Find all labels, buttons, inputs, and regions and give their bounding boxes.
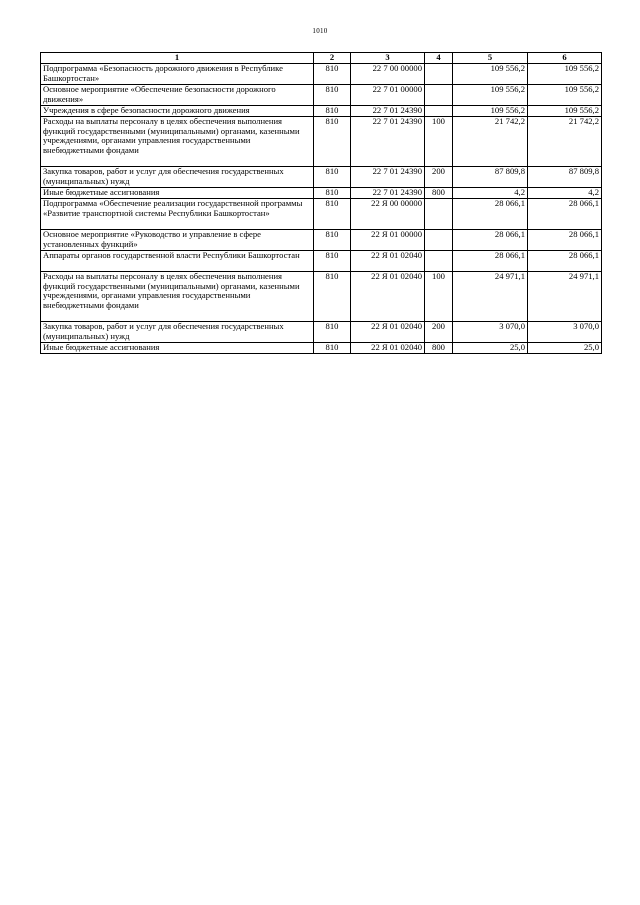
row-name: Подпрограмма «Обеспечение реализации государственной программы «Развитие транспортной системы Республики Башкортостан»	[41, 199, 314, 230]
row-amount-6: 87 809,8	[528, 167, 602, 188]
row-amount-5: 109 556,2	[453, 85, 528, 106]
row-name: Закупка товаров, работ и услуг для обеспечения государственных (муниципальных) нужд	[41, 322, 314, 343]
row-expense-type: 100	[425, 117, 453, 167]
row-expense-type	[425, 199, 453, 230]
row-target-article: 22 7 01 24390	[351, 188, 425, 199]
row-target-article: 22 7 01 24390	[351, 117, 425, 167]
row-target-article: 22 Я 01 02040	[351, 251, 425, 272]
row-target-article: 22 Я 00 00000	[351, 199, 425, 230]
row-amount-5: 109 556,2	[453, 106, 528, 117]
row-expense-type	[425, 85, 453, 106]
row-name: Расходы на выплаты персоналу в целях обеспечения выполнения функций государственными (муниципальными) органами, казенными учреждениями, органами управления государственными внебюджетными фондами	[41, 117, 314, 167]
row-ministry-code: 810	[314, 117, 351, 167]
row-target-article: 22 7 01 24390	[351, 167, 425, 188]
row-amount-5: 28 066,1	[453, 199, 528, 230]
row-amount-5: 87 809,8	[453, 167, 528, 188]
row-expense-type	[425, 64, 453, 85]
row-expense-type: 200	[425, 322, 453, 343]
row-amount-6: 21 742,2	[528, 117, 602, 167]
column-header-4: 4	[425, 53, 453, 64]
table-row	[41, 230, 602, 251]
row-amount-6: 25,0	[528, 343, 602, 354]
table-row	[41, 106, 602, 117]
column-header-3: 3	[351, 53, 425, 64]
row-name: Иные бюджетные ассигнования	[41, 343, 314, 354]
page-number: 1010	[312, 27, 328, 35]
table-row	[41, 64, 602, 85]
row-ministry-code: 810	[314, 251, 351, 272]
row-amount-6: 109 556,2	[528, 85, 602, 106]
row-ministry-code: 810	[314, 167, 351, 188]
row-ministry-code: 810	[314, 322, 351, 343]
row-expense-type: 800	[425, 343, 453, 354]
row-amount-6: 24 971,1	[528, 272, 602, 322]
row-target-article: 22 Я 01 00000	[351, 230, 425, 251]
row-expense-type	[425, 106, 453, 117]
row-name: Основное мероприятие «Руководство и управление в сфере установленных функций»	[41, 230, 314, 251]
budget-table	[40, 52, 602, 354]
column-header-5: 5	[453, 53, 528, 64]
row-amount-5: 24 971,1	[453, 272, 528, 322]
row-target-article: 22 Я 01 02040	[351, 272, 425, 322]
row-amount-5: 109 556,2	[453, 64, 528, 85]
table-row	[41, 199, 602, 230]
row-amount-5: 25,0	[453, 343, 528, 354]
column-header-1: 1	[41, 53, 314, 64]
row-ministry-code: 810	[314, 272, 351, 322]
row-ministry-code: 810	[314, 230, 351, 251]
table-row	[41, 117, 602, 167]
table-header-row	[41, 53, 602, 64]
row-amount-5: 28 066,1	[453, 230, 528, 251]
row-expense-type: 100	[425, 272, 453, 322]
row-ministry-code: 810	[314, 343, 351, 354]
row-name: Иные бюджетные ассигнования	[41, 188, 314, 199]
row-name: Расходы на выплаты персоналу в целях обеспечения выполнения функций государственными (муниципальными) органами, казенными учреждениями, органами управления государственными внебюджетными фондами	[41, 272, 314, 322]
table-row	[41, 251, 602, 272]
row-ministry-code: 810	[314, 188, 351, 199]
row-target-article: 22 7 00 00000	[351, 64, 425, 85]
row-amount-5: 21 742,2	[453, 117, 528, 167]
row-amount-6: 109 556,2	[528, 106, 602, 117]
row-target-article: 22 7 01 24390	[351, 106, 425, 117]
column-header-6: 6	[528, 53, 602, 64]
table-row	[41, 85, 602, 106]
row-expense-type: 200	[425, 167, 453, 188]
row-amount-5: 28 066,1	[453, 251, 528, 272]
row-expense-type	[425, 230, 453, 251]
column-header-2: 2	[314, 53, 351, 64]
row-expense-type	[425, 251, 453, 272]
row-amount-5: 4,2	[453, 188, 528, 199]
table-row	[41, 322, 602, 343]
row-amount-5: 3 070,0	[453, 322, 528, 343]
row-name: Основное мероприятие «Обеспечение безопасности дорожного движения»	[41, 85, 314, 106]
table-row	[41, 272, 602, 322]
table-row	[41, 167, 602, 188]
row-ministry-code: 810	[314, 106, 351, 117]
row-target-article: 22 Я 01 02040	[351, 343, 425, 354]
row-amount-6: 28 066,1	[528, 199, 602, 230]
row-target-article: 22 7 01 00000	[351, 85, 425, 106]
table-row	[41, 188, 602, 199]
row-amount-6: 28 066,1	[528, 230, 602, 251]
row-ministry-code: 810	[314, 199, 351, 230]
row-amount-6: 3 070,0	[528, 322, 602, 343]
row-amount-6: 109 556,2	[528, 64, 602, 85]
table-row	[41, 343, 602, 354]
row-amount-6: 28 066,1	[528, 251, 602, 272]
row-name: Подпрограмма «Безопасность дорожного движения в Республике Башкортостан»	[41, 64, 314, 85]
row-name: Закупка товаров, работ и услуг для обеспечения государственных (муниципальных) нужд	[41, 167, 314, 188]
row-ministry-code: 810	[314, 85, 351, 106]
row-ministry-code: 810	[314, 64, 351, 85]
row-expense-type: 800	[425, 188, 453, 199]
row-name: Аппараты органов государственной власти Республики Башкортостан	[41, 251, 314, 272]
row-name: Учреждения в сфере безопасности дорожного движения	[41, 106, 314, 117]
row-amount-6: 4,2	[528, 188, 602, 199]
row-target-article: 22 Я 01 02040	[351, 322, 425, 343]
